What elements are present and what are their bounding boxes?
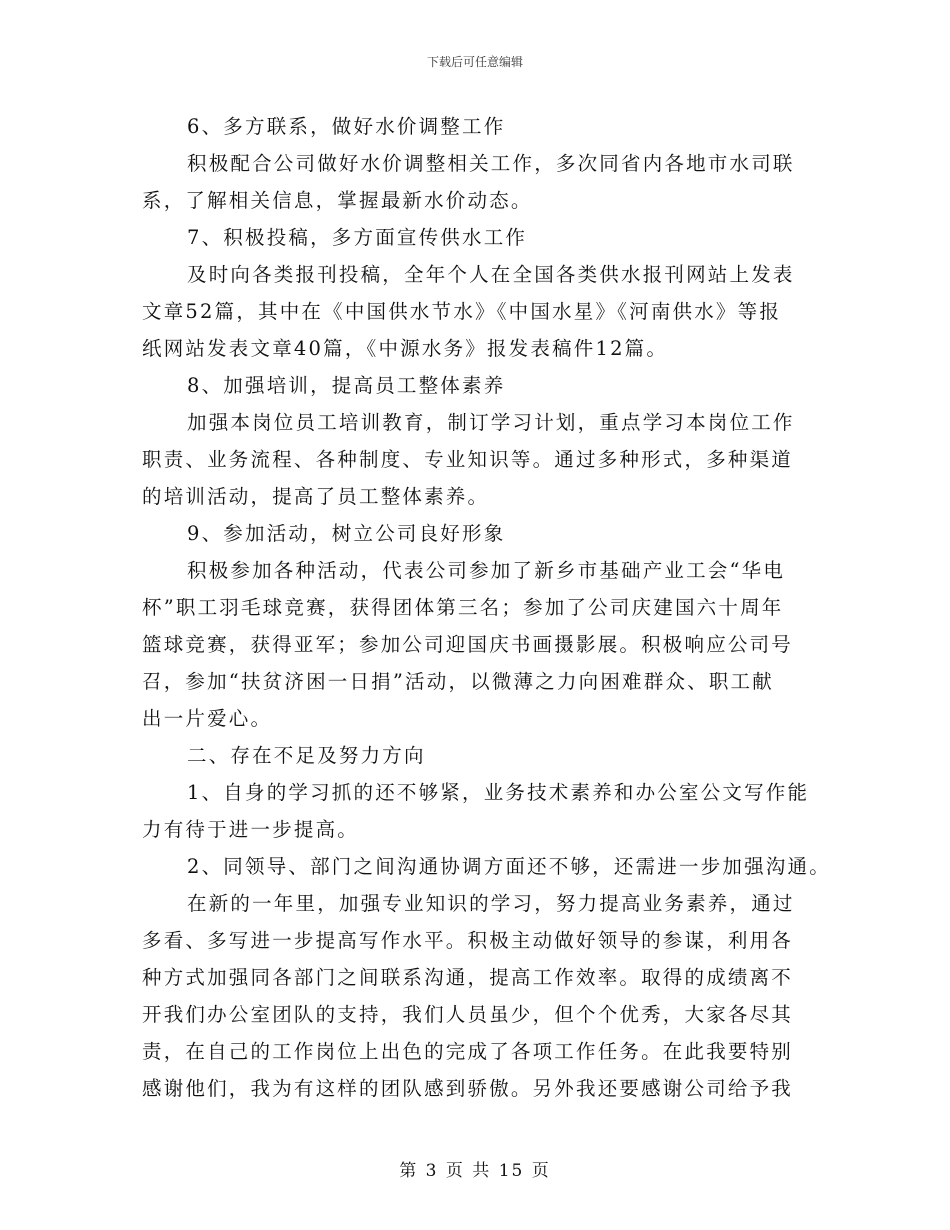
text-line: 积极配合公司做好水价调整相关工作，多次同省内各地市水司联 <box>187 152 795 175</box>
text-line: 2、同领导、部门之间沟通协调方面还不够，还需进一步加强沟通。 <box>187 855 831 878</box>
page-footer: 第 3 页 共 15 页 <box>399 1161 551 1181</box>
text-line: 9、参加活动，树立公司良好形象 <box>187 522 506 545</box>
text-line: 多看、多写进一步提高写作水平。积极主动做好领导的参谋，利用各 <box>142 929 794 952</box>
text-line: 种方式加强同各部门之间联系沟通，提高工作效率。取得的成绩离不 <box>142 966 794 989</box>
text-line: 系，了解相关信息，掌握最新水价动态。 <box>142 189 533 212</box>
text-line: 1、自身的学习抓的还不够紧，业务技术素养和办公室公文写作能 <box>187 781 810 804</box>
text-line: 开我们办公室团队的支持，我们人员虽少，但个个优秀，大家各尽其 <box>142 1003 794 1026</box>
text-line: 责，在自己的工作岗位上出色的完成了各项工作任务。在此我要特别 <box>142 1040 794 1063</box>
text-line: 积极参加各种活动，代表公司参加了新乡市基础产业工会“华电 <box>187 559 786 582</box>
page-header: 下载后可任意编辑 <box>426 55 523 69</box>
text-line: 二、存在不足及努力方向 <box>187 744 426 767</box>
text-line: 杯”职工羽毛球竞赛，获得团体第三名；参加了公司庆建国六十周年 <box>142 596 784 619</box>
text-line: 感谢他们，我为有这样的团队感到骄傲。另外我还要感谢公司给予我 <box>142 1077 794 1100</box>
text-line: 的培训活动，提高了员工整体素养。 <box>142 485 490 508</box>
text-line: 职责、业务流程、各种制度、专业知识等。通过多种形式，多种渠道 <box>142 448 794 471</box>
text-line: 加强本岗位员工培训教育，制订学习计划，重点学习本岗位工作 <box>187 411 795 434</box>
text-line: 力有待于进一步提高。 <box>142 818 360 841</box>
text-line: 出一片爱心。 <box>142 707 273 730</box>
text-line: 6、多方联系，做好水价调整工作 <box>187 115 506 138</box>
text-line: 纸网站发表文章40篇，《中源水务》报发表稿件12篇。 <box>142 337 669 360</box>
text-line: 召，参加“扶贫济困一日捐”活动，以微薄之力向困难群众、职工献 <box>142 670 774 693</box>
text-line: 7、积极投稿，多方面宣传供水工作 <box>187 226 528 249</box>
text-line: 文章52篇，其中在《中国供水节水》《中国水星》《河南供水》等报 <box>142 300 782 323</box>
text-line: 8、加强培训，提高员工整体素养 <box>187 374 506 397</box>
text-line: 及时向各类报刊投稿，全年个人在全国各类供水报刊网站上发表 <box>187 263 795 286</box>
text-line: 在新的一年里，加强专业知识的学习，努力提高业务素养，通过 <box>187 892 795 915</box>
text-line: 篮球竞赛，获得亚军；参加公司迎国庆书画摄影展。积极响应公司号 <box>142 633 794 656</box>
document-body <box>142 108 831 1107</box>
